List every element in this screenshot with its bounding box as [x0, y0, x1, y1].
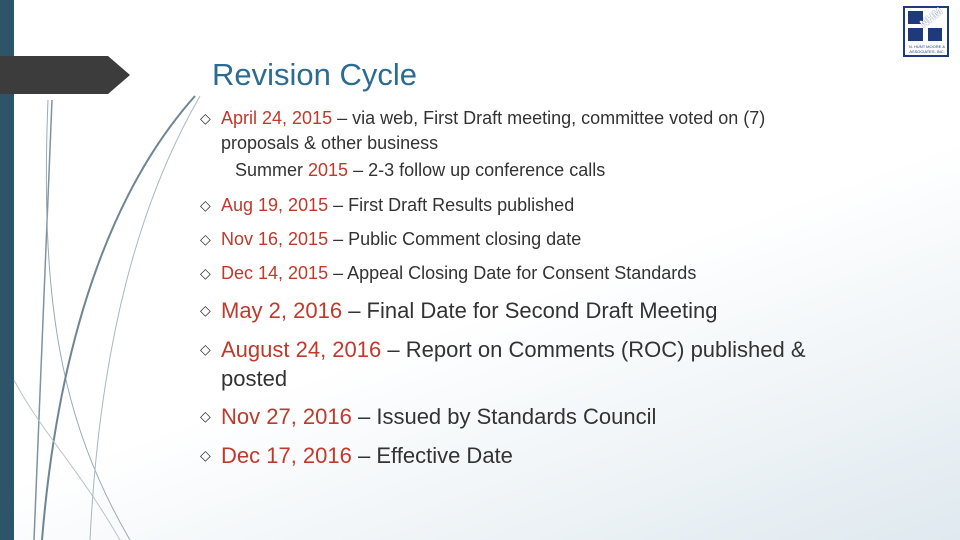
diamond-bullet-icon: ◇	[200, 302, 211, 318]
item-date: Dec 17, 2016	[221, 443, 352, 468]
item-text: First Draft Results published	[348, 195, 575, 215]
item-text: Appeal Closing Date for Consent Standards	[347, 263, 697, 283]
diamond-bullet-icon: ◇	[200, 110, 211, 126]
logo-monogram: NHM	[917, 5, 946, 31]
item-text: Effective Date	[376, 443, 513, 468]
item-date: Aug 19, 2015	[221, 195, 329, 215]
item-text: via web, First Draft meeting, committee voted on (7)	[352, 108, 766, 128]
sub-item-text: 2-3 follow up conference calls	[368, 160, 606, 180]
sub-item-date: 2015	[308, 160, 349, 180]
item-date: April 24, 2015	[221, 108, 333, 128]
logo-caption: N. HUNT MOORE & ASSOCIATES, INC.	[908, 44, 946, 54]
slide-title: Revision Cycle	[212, 57, 418, 92]
item-text: Report on Comments (ROC) published &	[405, 337, 806, 362]
item-date: August 24, 2016	[221, 337, 382, 362]
title-accent-tab	[0, 56, 130, 94]
diamond-bullet-icon: ◇	[200, 447, 211, 463]
item-text-continued: posted	[221, 366, 288, 391]
item-text-continued: proposals & other business	[221, 133, 439, 153]
item-date: Nov 27, 2016	[221, 404, 352, 429]
item-date: Nov 16, 2015	[221, 229, 329, 249]
item-text: Issued by Standards Council	[376, 404, 657, 429]
company-logo	[903, 6, 949, 57]
diamond-bullet-icon: ◇	[200, 197, 211, 213]
diamond-bullet-icon: ◇	[200, 231, 211, 247]
item-date: Dec 14, 2015	[221, 263, 329, 283]
diamond-bullet-icon: ◇	[200, 341, 211, 357]
item-date: May 2, 2016	[221, 298, 343, 323]
item-text: Final Date for Second Draft Meeting	[366, 298, 718, 323]
diamond-bullet-icon: ◇	[200, 408, 211, 424]
diamond-bullet-icon: ◇	[200, 265, 211, 281]
sub-item: Summer 2015 – 2-3 follow up conference calls	[235, 160, 606, 180]
item-text: Public Comment closing date	[348, 229, 582, 249]
